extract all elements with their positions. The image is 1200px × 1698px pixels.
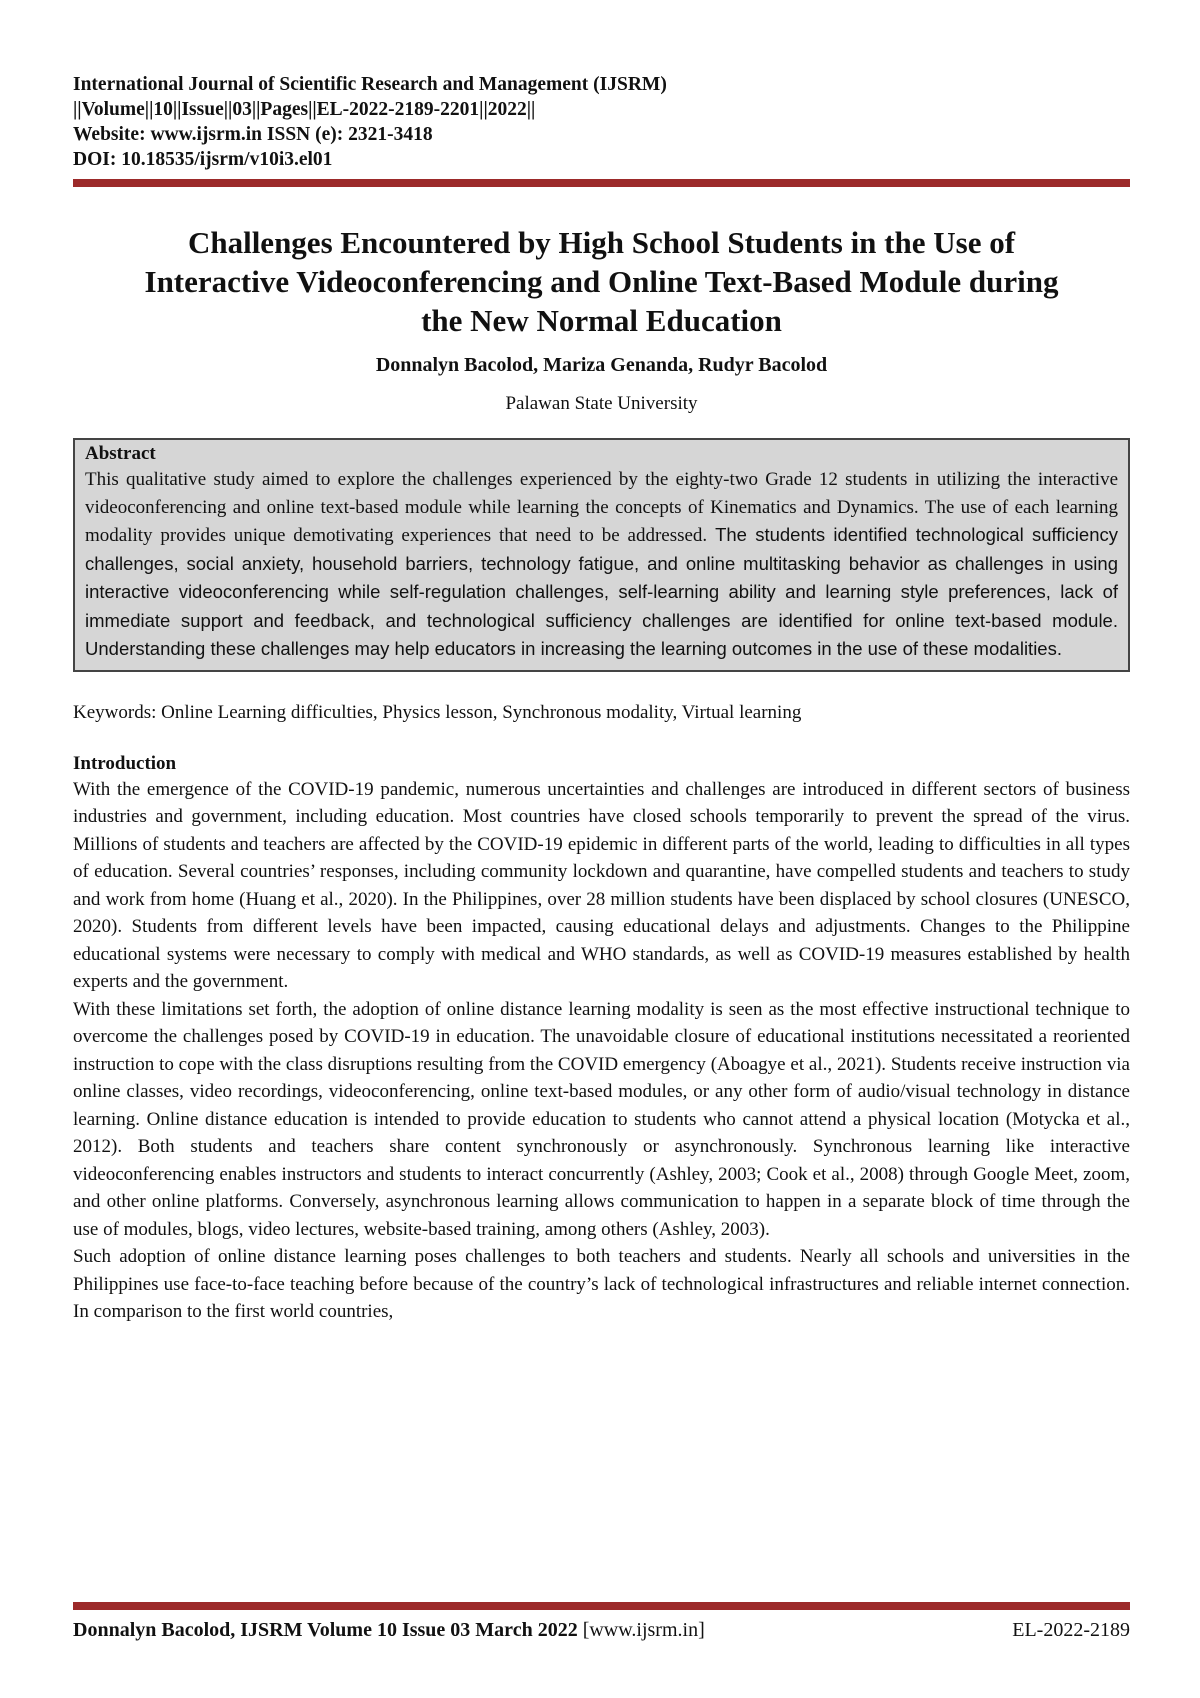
abstract-heading: Abstract bbox=[85, 443, 156, 464]
footer-website-link[interactable]: [www.ijsrm.in] bbox=[582, 1619, 705, 1641]
volume-info: ||Volume||10||Issue||03||Pages||EL-2022-2189-2201||2022|| bbox=[73, 99, 536, 120]
website-issn: Website: www.ijsrm.in ISSN (e): 2321-3418 bbox=[73, 124, 433, 145]
footer-page-id: EL-2022-2189 bbox=[1012, 1619, 1130, 1641]
introduction-heading: Introduction bbox=[73, 752, 177, 774]
journal-header bbox=[73, 72, 1130, 172]
footer-author-volume: Donnalyn Bacolod, IJSRM Volume 10 Issue 03 March 2022 bbox=[73, 1619, 578, 1641]
footer-citation bbox=[73, 1619, 705, 1642]
abstract-box bbox=[73, 438, 1130, 672]
affiliation: Palawan State University bbox=[505, 393, 698, 414]
page bbox=[73, 72, 1130, 1326]
abstract-text-part1: This qualitative study aimed to explore the challenges experienced by the eighty-two Grade 12 students in utilizing the interactive videoconferencing and online text-based module while learning the concepts of Kinematics and Dynamics. The use of each learning modality provides unique demotivating experiences that need to be addressed. bbox=[85, 469, 1118, 546]
intro-paragraph-1: With the emergence of the COVID-19 pandemic, numerous uncertainties and challenges are introduced in different sectors of business industries and government, including education. Most countries have closed schools temporarily to prevent the spread of the virus. Millions of students and teachers are affected by the COVID-19 epidemic in different parts of the world, leading to difficulties in all types of education. Several countries’ responses, including community lockdown and quarantine, have compelled students and teachers to study and work from home (Huang et al., 2020). In the Philippines, over 28 million students have been displaced by school closures (UNESCO, 2020). Students from different levels have been impacted, causing educational delays and adjustments. Changes to the Philippine educational systems were necessary to comply with medical and WHO standards, as well as COVID-19 measures established by health experts and the government. bbox=[73, 778, 1130, 992]
authors: Donnalyn Bacolod, Mariza Genanda, Rudyr Bacolod bbox=[375, 354, 828, 376]
page-footer bbox=[73, 1619, 1130, 1642]
footer-rule bbox=[73, 1602, 1130, 1610]
intro-paragraph-3: Such adoption of online distance learning poses challenges to both teachers and students. Nearly all schools and universities in the Philippines use face-to-face teaching before because of the country’s lack of technological infrastructures and reliable internet connection. In comparison to the first world countries, bbox=[73, 1246, 1130, 1322]
journal-name: International Journal of Scientific Research and Management (IJSRM) bbox=[73, 74, 667, 95]
abstract-text bbox=[85, 466, 1118, 664]
keywords: Keywords: Online Learning difficulties, Physics lesson, Synchronous modality, Virtual learning bbox=[73, 701, 802, 723]
doi: DOI: 10.18535/ijsrm/v10i3.el01 bbox=[73, 149, 333, 170]
header-rule bbox=[73, 179, 1130, 187]
paper-title: Challenges Encountered by High School Students in the Use of Interactive Videoconferencing and Online Text-Based Module during the New Normal Education bbox=[144, 225, 1059, 338]
abstract-text-part2: The students identified technological sufficiency challenges, social anxiety, household barriers, technology fatigue, and online multitasking behavior as challenges in using interactive videoconferencing while self-regulation challenges, self-learning ability and learning style preferences, lack of immediate support and feedback, and technological sufficiency challenges are identified for online text-based module. Understanding these challenges may help educators in increasing the learning outcomes in the use of these modalities. bbox=[85, 524, 1118, 659]
intro-paragraph-2: With these limitations set forth, the adoption of online distance learning modality is seen as the most effective instructional technique to overcome the challenges posed by COVID-19 in education. The unavoidable closure of educational institutions necessitated a reoriented instruction to cope with the class disruptions resulting from the COVID emergency (Aboagye et al., 2021). Students receive instruction via online classes, video recordings, videoconferencing, online text-based modules, or any other form of audio/visual technology in distance learning. Online distance education is intended to provide education to students who cannot attend a physical location (Motycka et al., 2012). Both students and teachers share content synchronously or asynchronously. Synchronous learning like interactive videoconferencing enables instructors and students to interact concurrently (Ashley, 2003; Cook et al., 2008) through Google Meet, zoom, and other online platforms. Conversely, asynchronous learning allows communication to happen in a separate block of time through the use of modules, blogs, video lectures, website-based training, among others (Ashley, 2003). bbox=[73, 998, 1130, 1240]
